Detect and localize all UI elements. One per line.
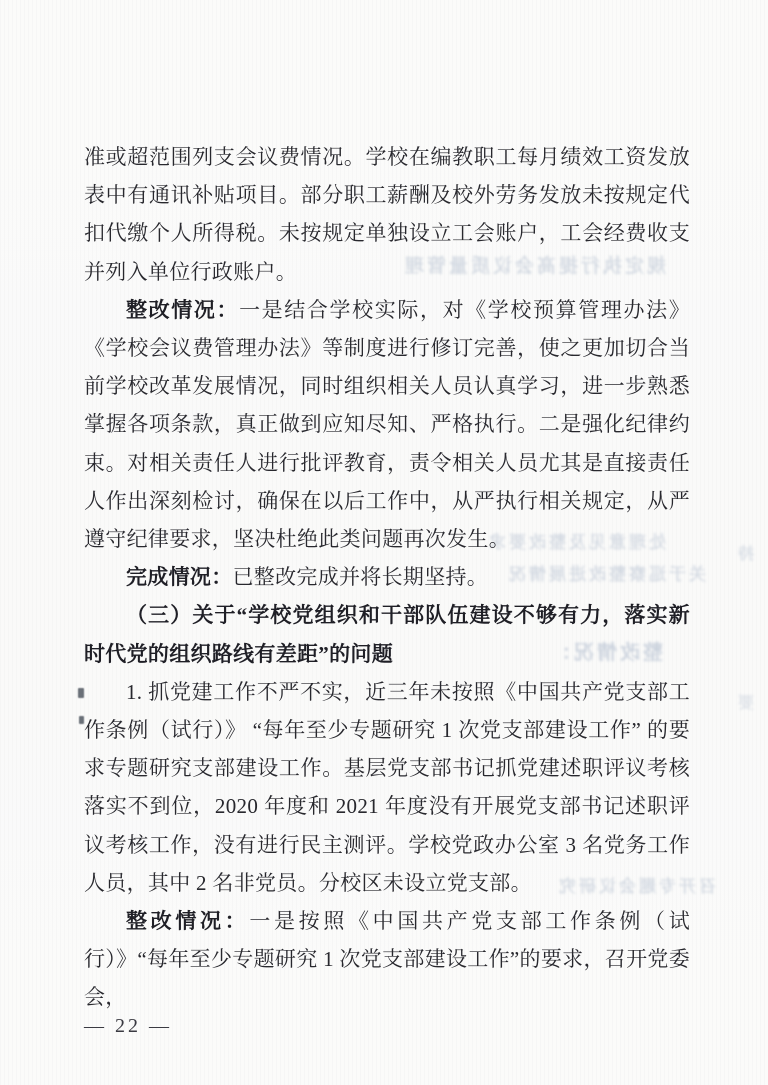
text-run: 一是按照《中国共产党支部工作条例（试行）》“每年至少专题研究 1 次党支部建设工作”的要求，召开党委会，: [84, 909, 690, 1010]
bleedthrough-artifact: 规定执行提高会议质量管理: [402, 256, 667, 277]
paragraph: [84, 291, 690, 558]
bleedthrough-artifact: 整改情况：: [548, 642, 663, 664]
text-run: 准或超范围列支会议费情况。学校在编教职工每月绩效工资发放表中有通讯补贴项目。部分职工薪酬及校外劳务发放未按规定代扣代缴个人所得税。未按规定单独设立工会账户，工会经费收支并列入单位行政账户。: [84, 145, 690, 284]
emphasis-run: 整改情况：: [126, 297, 240, 322]
text-run: 一是结合学校实际，对《学校预算管理办法》《学校会议费管理办法》等制度进行修订完善，使之更加切合当前学校改革发展情况，同时组织相关人员认真学习，进一步熟悉掌握各项条款，真正做到应知尽知、严格执行。二是强化纪律约束。对相关责任人进行批评教育，责令相关人员尤其是直接责任人作出深刻检讨，确保在以后工作中，从严执行相关规定，从严遵守纪律要求，坚决杜绝此类问题再次发生。: [84, 297, 690, 552]
paragraph: [84, 902, 690, 1017]
bleedthrough-artifact: 持: [735, 546, 755, 563]
bleedthrough-artifact: 召开专题会议研究: [556, 877, 716, 896]
document-body: [84, 138, 690, 1017]
page-number: — 22 —: [84, 1015, 172, 1037]
emphasis-run: （三）关于“学校党组织和干部队伍建设不够有力，落实新时代党的组织路线有差距”的问题: [84, 603, 690, 666]
emphasis-run: 整改情况：: [126, 909, 250, 934]
bleedthrough-artifact: 要: [735, 695, 755, 712]
text-run: 已整改完成并将长期坚持。: [232, 565, 489, 590]
paragraph: [84, 596, 690, 672]
emphasis-run: 完成情况：: [126, 565, 233, 590]
paragraph: [84, 138, 690, 291]
paragraph: [84, 673, 690, 902]
bleedthrough-artifact: 处理意见及整改要求: [486, 533, 666, 552]
paragraph: [84, 558, 690, 596]
bleedthrough-artifact: 关于巡察整改进展情况: [506, 565, 706, 584]
text-run: 1. 抓党建工作不严不实，近三年未按照《中国共产党支部工作条例（试行）》 “每年至少专题研究 1 次党支部建设工作” 的要求专题研究支部建设工作。基层党支部书记抓党建述职评议考核落实不到位，2020 年度和 2021 年度没有开展党支部书记述职评议考核工作，没有进行民主测评。学校党政办公室 3 名党务工作人员，其中 2 名非党员。分校区未设立党支部。: [84, 679, 690, 895]
